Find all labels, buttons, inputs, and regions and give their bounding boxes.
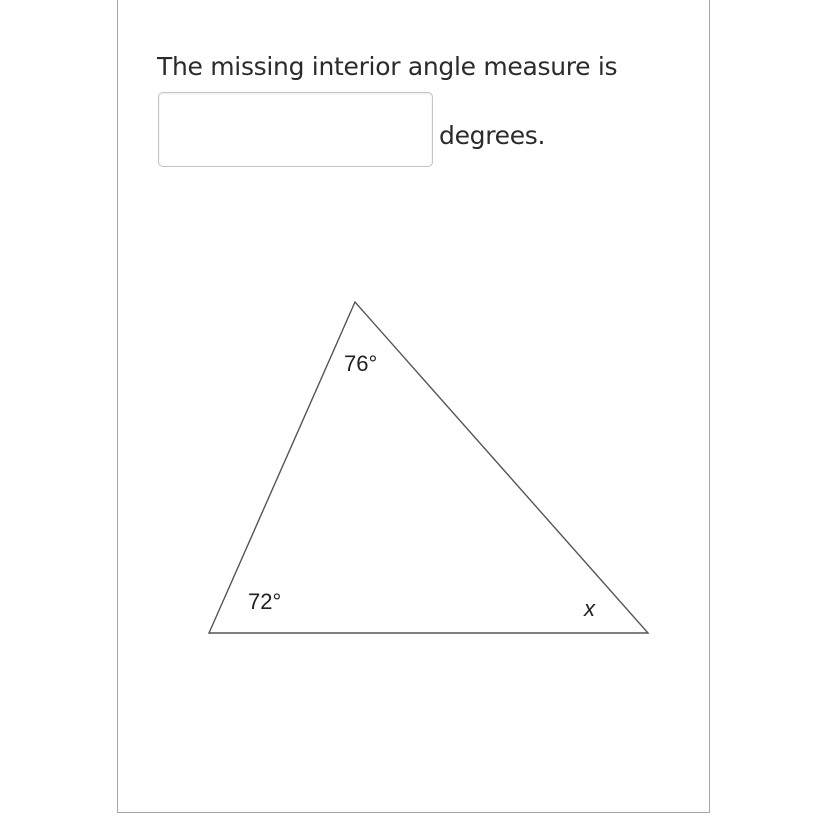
unit-label: degrees. xyxy=(439,121,546,150)
question-prompt: The missing interior angle measure is xyxy=(157,52,618,81)
angle-label-bottom-right: x xyxy=(584,596,595,621)
triangle xyxy=(209,302,648,633)
angle-label-bottom-left: 72° xyxy=(248,589,282,614)
angle-label-top: 76° xyxy=(344,351,378,376)
